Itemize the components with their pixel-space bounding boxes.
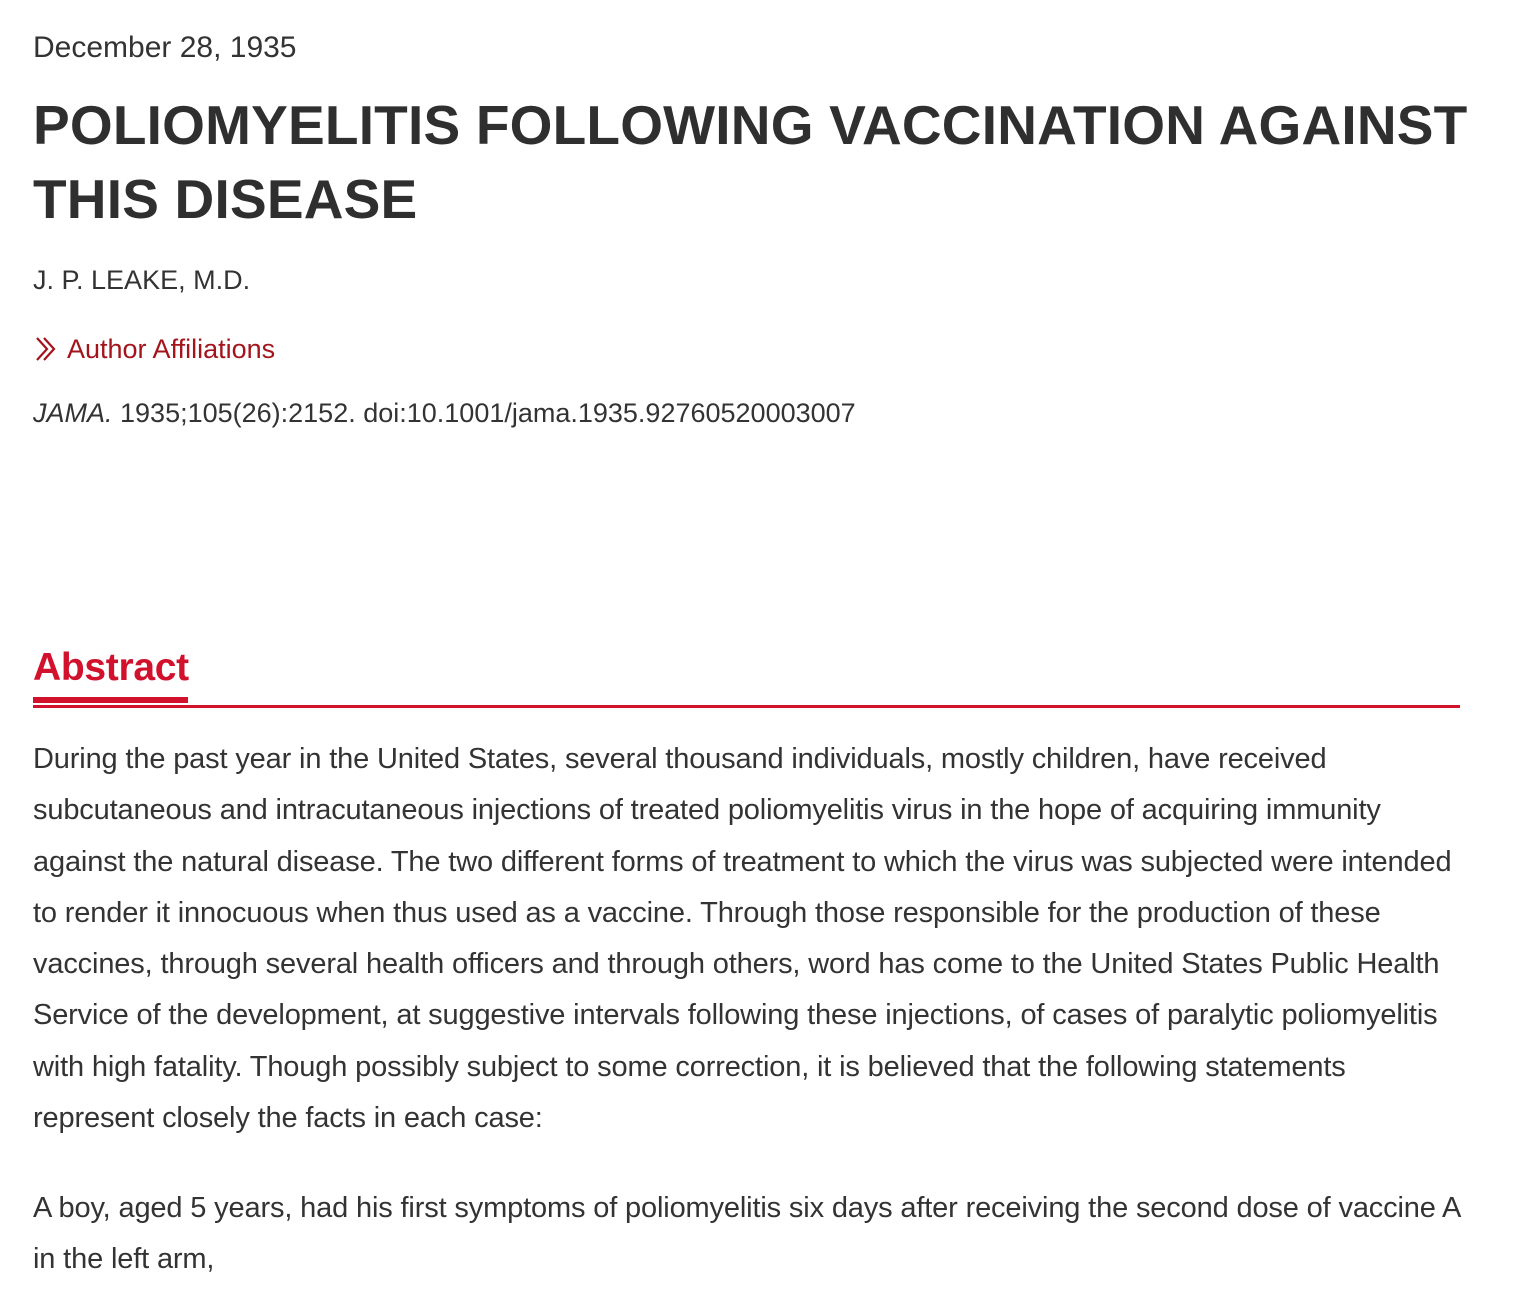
abstract-heading-underline	[33, 697, 188, 703]
citation	[33, 395, 856, 431]
double-chevron-right-icon	[33, 334, 59, 364]
abstract-paragraph: During the past year in the United States, several thousand individuals, mostly children, have received subcutaneous and intracutaneous injections of treated poliomyelitis virus in the hope of acquiring immunity against the natural disease. The two different forms of treatment to which the virus was subjected were intended to render it innocuous when thus used as a vaccine. Through those responsible for the production of these vaccines, through several health officers and through others, word has come to the United States Public Health Service of the development, at suggestive intervals following these injections, of cases of paralytic poliomyelitis with high fatality. Though possibly subject to some correction, it is believed that the following statements represent closely the facts in each case:	[33, 743, 1452, 1135]
section-divider	[33, 705, 1460, 708]
publication-date: December 28, 1935	[33, 31, 297, 64]
abstract-heading: Abstract	[33, 646, 189, 689]
author-affiliations-link[interactable]	[33, 331, 275, 367]
article-title: POLIOMYELITIS FOLLOWING VACCINATION AGAINST THIS DISEASE	[33, 94, 1468, 230]
citation-details: 1935;105(26):2152. doi:10.1001/jama.1935.92760520003007	[112, 398, 856, 428]
abstract-section-header	[33, 643, 1460, 693]
journal-name: JAMA.	[33, 398, 113, 428]
abstract-paragraph: A boy, aged 5 years, had his first symptoms of poliomyelitis six days after receiving the second dose of vaccine A in the left arm,	[33, 1192, 1460, 1276]
author-affiliations-label: Author Affiliations	[67, 334, 276, 364]
author-list[interactable]: J. P. LEAKE, M.D.	[33, 265, 251, 295]
